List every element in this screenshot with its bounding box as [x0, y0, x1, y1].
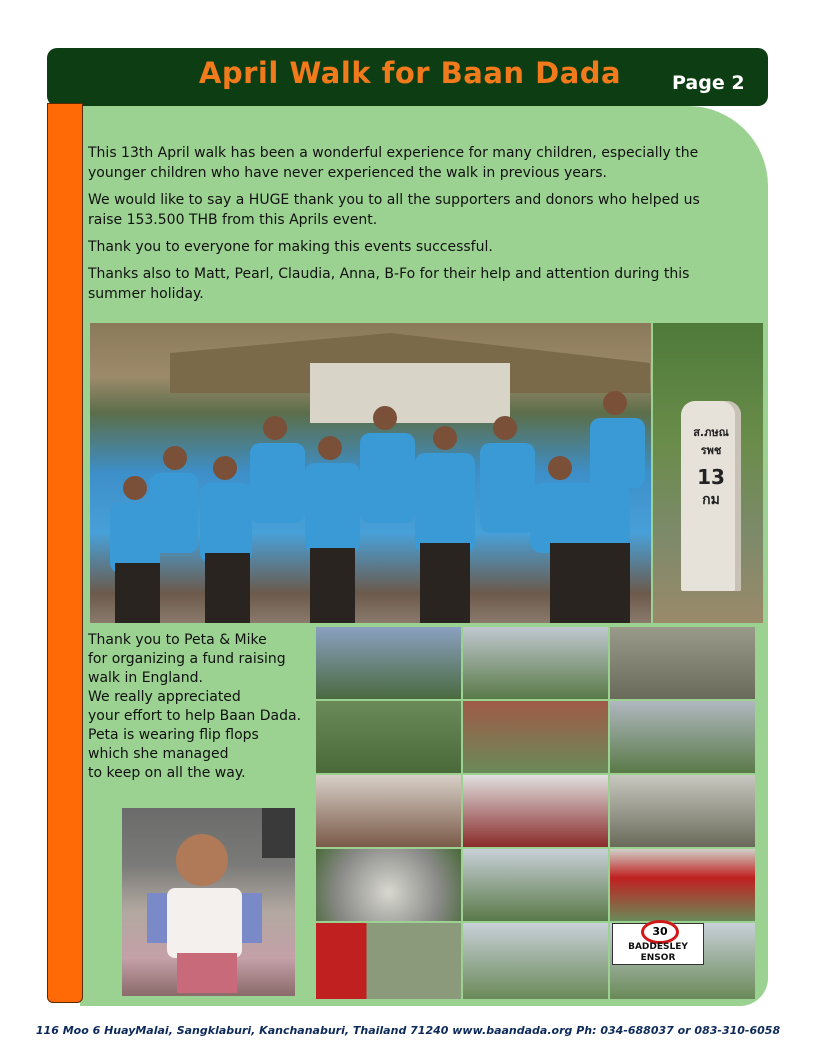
collage-photo — [463, 775, 608, 847]
accent-bar — [47, 103, 83, 1003]
collage-photo — [316, 849, 461, 921]
intro-paragraph: We would like to say a HUGE thank you to all the supporters and donors who helped us raise 153.500 THB from this Aprils event. — [88, 192, 700, 228]
road-sign — [612, 923, 704, 965]
child-photo-art — [122, 808, 295, 996]
collage-photo — [463, 701, 608, 773]
collage-photo — [610, 627, 755, 699]
milestone-number: 13 — [697, 465, 725, 489]
page-number: Page 2 — [672, 72, 745, 94]
intro-paragraph: This 13th April walk has been a wonderful experience for many children, especially the younger children who have never experienced the walk in previous years. — [88, 145, 699, 181]
england-thanks-text — [88, 631, 318, 783]
text-line: for organizing a fund raising — [88, 651, 286, 667]
collage-photo — [316, 775, 461, 847]
text-line: Thank you to Peta & Mike — [88, 632, 267, 648]
text-line: Peta is wearing flip flops — [88, 727, 259, 743]
sign-line: ENSOR — [640, 953, 676, 963]
text-line: to keep on all the way. — [88, 765, 246, 781]
intro-paragraph: Thanks also to Matt, Pearl, Claudia, Anna, B-Fo for their help and attention during this summer holiday. — [88, 266, 690, 302]
collage-photo — [316, 701, 461, 773]
group-photo-art — [90, 323, 651, 623]
milestone-unit: กม — [702, 492, 720, 508]
footer-contact: 116 Moo 6 HuayMalai, Sangklaburi, Kanchanaburi, Thailand 71240 www.baandada.org Ph: 034-688037 or 083-310-6058 — [35, 1024, 781, 1037]
collage-photo — [610, 775, 755, 847]
collage-photo — [610, 701, 755, 773]
collage-photo — [316, 923, 461, 999]
collage-photo — [463, 627, 608, 699]
text-line: your effort to help Baan Dada. — [88, 708, 302, 724]
child-photo — [122, 808, 295, 996]
text-line: We really appreciated — [88, 689, 241, 705]
milestone-stone — [681, 401, 741, 591]
sign-line: BADDESLEY — [628, 942, 688, 952]
intro-paragraph: Thank you to everyone for making this events successful. — [88, 239, 493, 255]
collage-photo — [463, 849, 608, 921]
text-line: walk in England. — [88, 670, 203, 686]
speed-limit: 30 — [641, 920, 679, 944]
collage-photo — [316, 627, 461, 699]
milestone-top-text: ส.ภษณ รพช — [693, 426, 729, 457]
page-title: April Walk for Baan Dada — [198, 56, 622, 90]
intro-text — [88, 143, 728, 311]
text-line: which she managed — [88, 746, 229, 762]
collage-photo — [610, 849, 755, 921]
milestone-photo — [653, 323, 763, 623]
collage-photo — [463, 923, 608, 999]
group-photo — [90, 323, 651, 623]
sign-name — [613, 942, 703, 964]
